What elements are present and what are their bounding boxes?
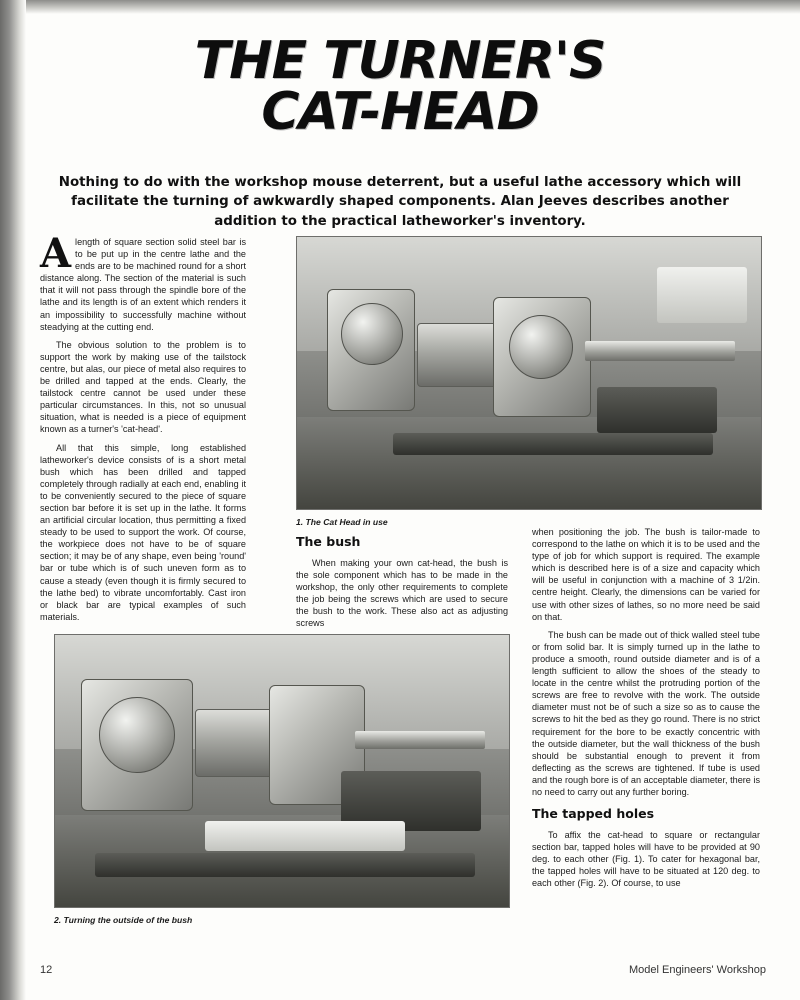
running-head: Model Engineers' Workshop bbox=[628, 964, 766, 976]
headline-line-1: THE TURNER'S bbox=[194, 31, 606, 91]
scan-edge-left bbox=[0, 0, 26, 1000]
photo-bar-stock bbox=[585, 341, 735, 361]
photo-backplate bbox=[657, 267, 747, 323]
page-content bbox=[40, 22, 760, 982]
subheading-the-tapped-holes: The tapped holes bbox=[532, 806, 655, 822]
headline-line-2: CAT-HEAD bbox=[261, 81, 539, 142]
scan-edge-top bbox=[0, 0, 800, 14]
body-column-1 bbox=[40, 230, 246, 629]
photo-saddle bbox=[205, 821, 405, 851]
paragraph: The obvious solution to the problem is to support the work by making use of the tailstock centre, but alas, our piece of metal also requires to be drilled and tapped at the ends. Clearly, the tailstock centre cannot be used under these particular circumstances. In this, not so unusual situation, what is needed is a piece of equipment known as a turner's 'cat-head'. bbox=[40, 339, 246, 435]
paragraph: When making your own cat-head, the bush is the sole component which has to be made in the workshop, the only other requirements to complete the job being the screws which are used to secure the bush to the work. These also act as adjusting screws bbox=[296, 557, 508, 629]
photo1-caption: 1. The Cat Head in use bbox=[296, 517, 388, 527]
paragraph: To affix the cat-head to square or rectangular section bar, tapped holes will have to be provided at 90 deg. to each other (Fig. 1). To cater for hexagonal bar, the tapped holes will have to be situated at 120 deg. to each other (Fig. 2). Of course, to use bbox=[532, 829, 760, 889]
paragraph: length of square section solid steel bar is to be put up in the centre lathe and the ends are to be machined round for a short distance along. The section of the material is such that it will not pass through the spindle bore of the lathe and its length is of an extent which renders it an impossibility to successfully machine without steadying at the cutting end. bbox=[40, 237, 246, 332]
body-column-2 bbox=[296, 526, 508, 635]
photo-chuck-face bbox=[341, 303, 403, 365]
photo-turning-outside-of-bush bbox=[54, 634, 510, 908]
standfirst: Nothing to do with the workshop mouse deterrent, but a useful lathe accessory which will facilitate the turning of awkwardly shaped components. Alan Jeeves describes another addition to the practical latheworker's inventory. bbox=[58, 174, 742, 229]
photo-bush-workpiece bbox=[195, 709, 275, 777]
photo-cat-head-bush bbox=[509, 315, 573, 379]
paragraph: The bush can be made out of thick walled steel tube or from solid bar. It is simply turned up in the lathe to produce a smooth, round outside diameter and is of a length sufficient to allow the shoes of the steady to locate in the centre whilst the protruding portion of the screws are free to revolve with the work. The outside diameter must not be of such a size so as to cause the screws to hit the bed as they go round. There is no strict requirement for the bore to be exactly concentric with the outside diameter, but the wall thickness of the bush should be substantial enough to prevent it from deflecting as the screws are tightened. If tube is used and the rough bore is of an acceptable diameter, there is no need to carry out any further boring. bbox=[532, 629, 760, 797]
photo-tailstock-barrel bbox=[355, 731, 485, 749]
photo-workpiece bbox=[417, 323, 501, 387]
photo-bed-ways bbox=[95, 853, 475, 877]
photo2-caption: 2. Turning the outside of the bush bbox=[54, 915, 193, 925]
photo-cat-head-in-use bbox=[296, 236, 762, 510]
paragraph: All that this simple, long established latheworker's device consists of is a short metal bush which has been drilled and tapped completely through radially at each end, enabling it to be conveniently secured to the piece of square section bar before it is set up in the lathe. It forms an artificial circular location, thus permitting a fixed steady to be used to support the work. Of course, the workpiece does not have to be of square section; it may be of any shape, even being 'round' bar or tube which is of such uneven form as to cause a steady (even though it is firmly secured to the lathe bed) to vibrate uncomfortably. Cast iron or black bar are typical examples of such materials. bbox=[40, 442, 246, 622]
body-column-3 bbox=[532, 526, 760, 895]
photo-chuck-face bbox=[99, 697, 175, 773]
photo-tailstock bbox=[597, 387, 717, 433]
article-columns bbox=[40, 230, 760, 996]
page-title bbox=[40, 31, 760, 142]
paragraph: when positioning the job. The bush is tailor-made to correspond to the lathe on which it is to be used and the type of job for which support is required. The example which is described here is of a size and capacity which will be useful in conjunction with a machine of 3 1/2in. centre height. Clearly, the dimensions can be varied for use with other sizes of lathes, so no more need be said on that. bbox=[532, 527, 760, 622]
subheading-the-bush: The bush bbox=[296, 534, 361, 549]
page-number: 12 bbox=[40, 964, 53, 976]
drop-cap: A bbox=[40, 230, 72, 277]
photo-bed-ways bbox=[393, 433, 713, 455]
